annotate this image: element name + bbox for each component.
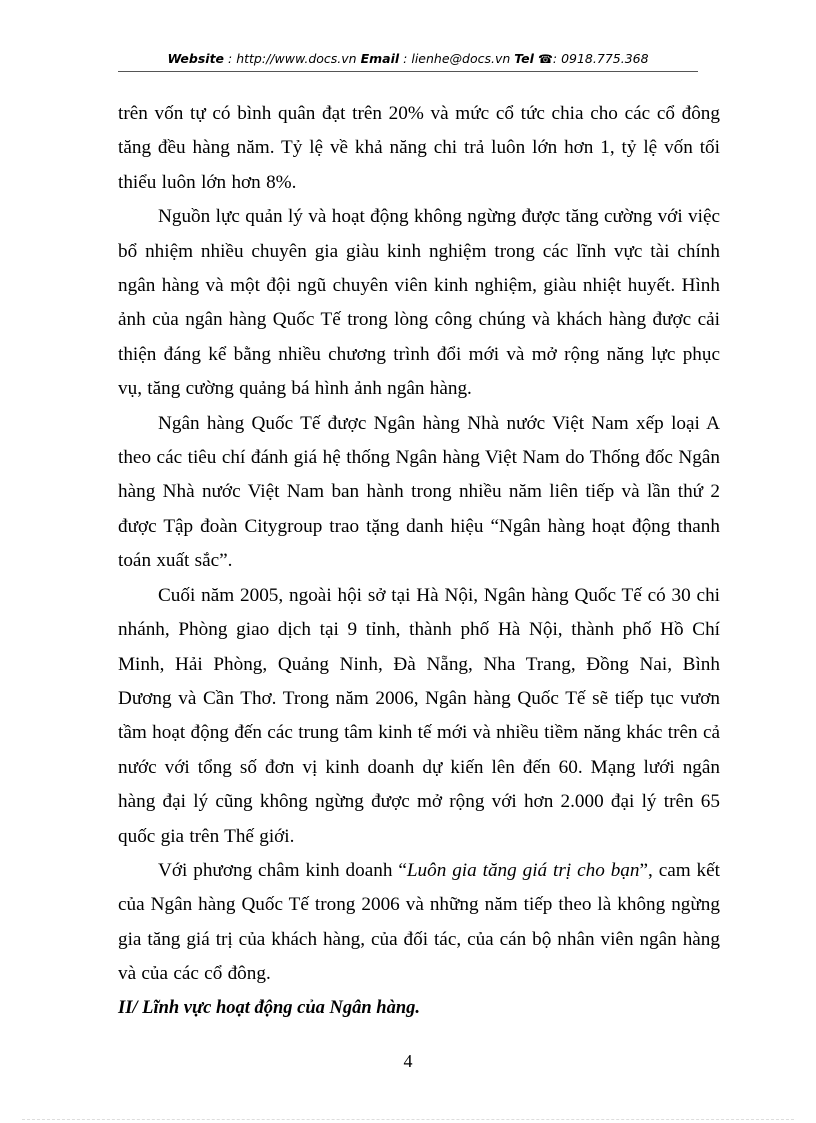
paragraph-management: Nguồn lực quản lý và hoạt động không ngừng được tăng cường với việc bổ nhiệm nhiều chuyên gia giàu kinh nghiệm trong các lĩnh vực tài chính ngân hàng và một đội ngũ chuyên viên kinh nghiệm, giàu nhiệt huyết. Hình ảnh của ngân hàng Quốc Tế trong lòng công chúng và khách hàng được cải thiện đáng kể bằng nhiều chương trình đổi mới và mở rộng năng lực phục vụ, tăng cường quảng bá hình ảnh ngân hàng. [118, 206, 720, 400]
email-label: Email [360, 51, 400, 66]
header-divider [118, 71, 698, 72]
email-address: : lienhe@docs.vn [403, 51, 511, 66]
document-body [118, 97, 720, 992]
paragraph-rating: Ngân hàng Quốc Tế được Ngân hàng Nhà nước Việt Nam xếp loại A theo các tiêu chí đánh giá hệ thống Ngân hàng Việt Nam do Thống đốc Ngân hàng Nhà nước Việt Nam ban hành trong nhiều năm liên tiếp và lần thứ 2 được Tập đoàn Citygroup trao tặng danh hiệu “Ngân hàng hoạt động thanh toán xuất sắc”. [118, 412, 720, 572]
paragraph-network: Cuối năm 2005, ngoài hội sở tại Hà Nội, Ngân hàng Quốc Tế có 30 chi nhánh, Phòng giao dịch tại 9 tỉnh, thành phố Hà Nội, thành phố Hồ Chí Minh, Hải Phòng, Quảng Ninh, Đà Nẵng, Nha Trang, Đồng Nai, Bình Dương và Cần Thơ. Trong năm 2006, Ngân hàng Quốc Tế sẽ tiếp tục vươn tầm hoạt động đến các trung tâm kinh tế mới và nhiều tiềm năng khác trên cả nước với tổng số đơn vị kinh doanh dự kiến lên đến 60. Mạng lưới ngân hàng đại lý cũng không ngừng được mở rộng với hơn 2.000 đại lý trên 65 quốc gia trên Thế giới. [118, 584, 720, 847]
tel-number: : 0918.775.368 [552, 51, 649, 66]
motto-text: Luôn gia tăng giá trị cho bạn [406, 859, 640, 881]
motto-commitment: ”, cam kết của Ngân hàng Quốc Tế trong 2006 và những năm tiếp theo là không ngừng gia tăng giá trị của khách hàng, của đối tác, của cán bộ nhân viên ngân hàng và của các cổ đông. [118, 859, 721, 985]
page-number: 4 [403, 1051, 413, 1071]
paragraph-continuation: trên vốn tự có bình quân đạt trên 20% và mức cổ tức chia cho các cổ đông tăng đều hàng năm. Tỷ lệ về khả năng chi trả luôn lớn hơn 1, tỷ lệ vốn tối thiểu luôn lớn hơn 8%. [118, 103, 720, 193]
website-url: : http://www.docs.vn [228, 51, 357, 66]
website-label: Website [167, 51, 225, 66]
page-header [118, 50, 698, 68]
paragraph-motto [118, 854, 720, 992]
tel-label: Tel [514, 51, 534, 66]
page-bottom-edge [22, 1119, 794, 1120]
motto-intro: Với phương châm kinh doanh “ [158, 859, 407, 881]
phone-icon: ☎ [537, 52, 553, 66]
section-heading: II/ Lĩnh vực hoạt động của Ngân hàng. [118, 998, 421, 1018]
